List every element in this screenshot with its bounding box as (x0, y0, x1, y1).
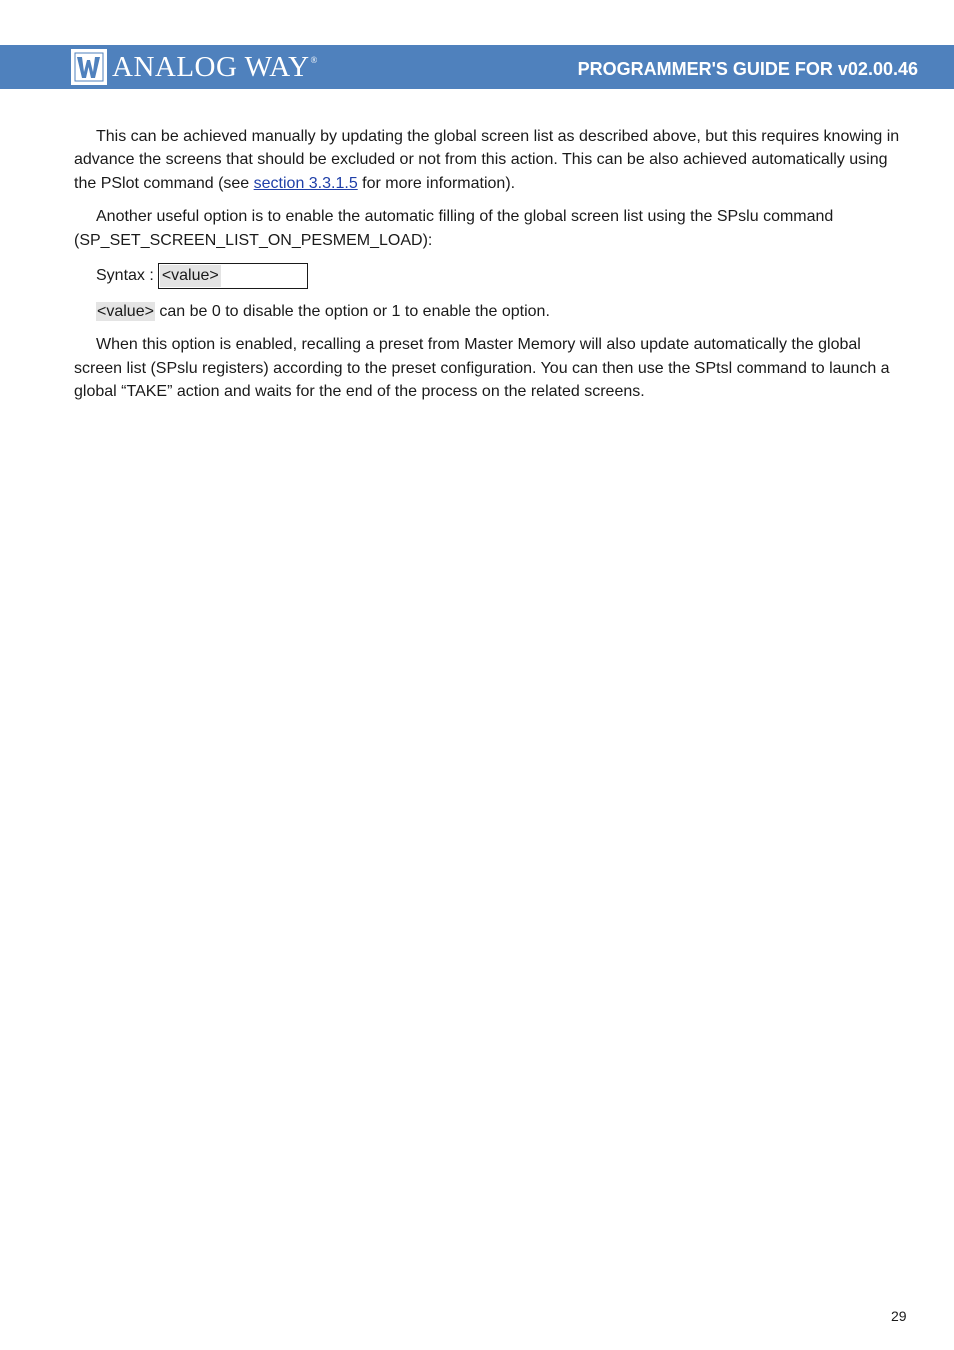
analog-way-logo (71, 49, 317, 85)
paragraph-text: for more information). (357, 174, 516, 192)
paragraph-manual-update (74, 125, 906, 195)
paragraph-option-enabled: When this option is enabled, recalling a preset from Master Memory will also update automatically the global screen list (SPslu registers) according to the preset configuration. You can then use the SPtsl command to launch a global “TAKE” action and waits for the end of the process on the related screens. (74, 336, 890, 401)
value-description (96, 300, 906, 323)
syntax-line (96, 262, 906, 290)
registered-mark: ® (310, 55, 318, 65)
syntax-value: <value> (160, 265, 221, 287)
document-body (74, 125, 906, 414)
guide-title: PROGRAMMER'S GUIDE FOR v02.00.46 (577, 59, 918, 79)
page-number: 29 (891, 1308, 907, 1324)
value-desc-text: can be 0 to disable the option or 1 to enable the option. (154, 303, 550, 321)
logo-text: ANALOG WAY (112, 51, 310, 83)
aw-logo-icon (71, 49, 107, 85)
value-code: <value> (97, 303, 154, 321)
header-band (0, 45, 954, 89)
paragraph-text: This can be achieved manually by updating the global screen list as described above, but this requires knowing in advance the screens that should be excluded or not from this action. This can be also achieved automatically using the PSlot command (see (74, 128, 900, 192)
paragraph-auto-fill: Another useful option is to enable the automatic filling of the global screen list using the SPslu command (SP_SET_SCREEN_LIST_ON_PESMEM_LOAD): (74, 208, 834, 249)
section-link[interactable]: section 3.3.1.5 (253, 174, 358, 192)
syntax-box (158, 263, 308, 289)
syntax-label: Syntax : (96, 267, 154, 285)
